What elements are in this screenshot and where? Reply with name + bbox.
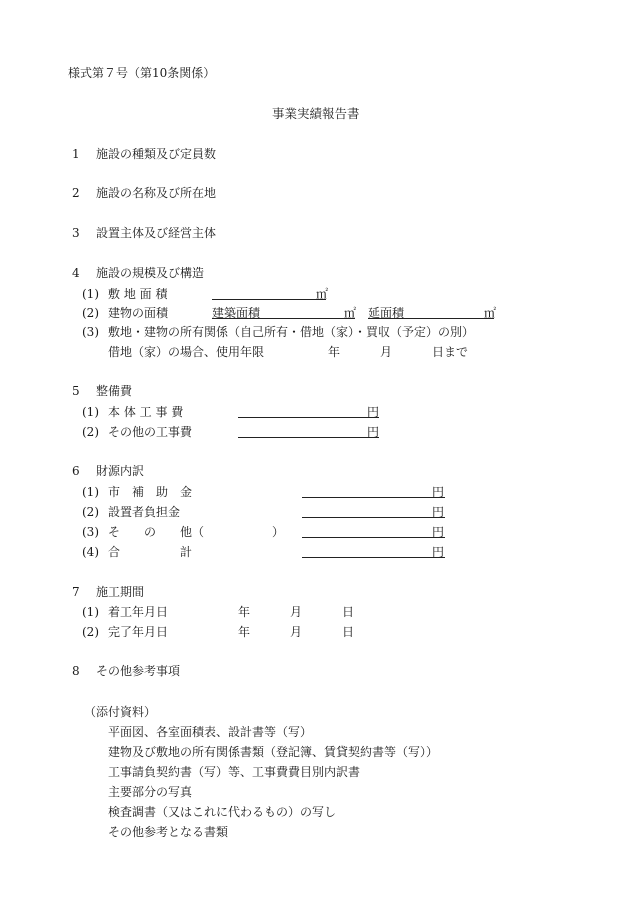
start-month: 月 (290, 605, 303, 619)
other-works-cost-unit: 円 (367, 425, 380, 439)
section-1-number: 1 (72, 147, 80, 161)
s6-item-3-number: (3) (82, 525, 99, 539)
floor-area-blank (368, 318, 494, 319)
s6-item-3-label: そ の 他（ (108, 525, 205, 539)
section-6-label: 財源内訳 (96, 464, 145, 478)
owner-share-blank (302, 517, 445, 518)
building-area-blank (212, 318, 355, 319)
attachment-item: 工事請負契約書（写）等、工事費費目別内訳書 (108, 765, 361, 779)
floor-area-unit: ㎡ (484, 306, 497, 320)
section-4-label: 施設の規模及び構造 (96, 266, 205, 280)
building-area-unit: ㎡ (344, 306, 357, 320)
s6-item-1-number: (1) (82, 485, 99, 499)
attachment-item: 主要部分の写真 (108, 785, 193, 799)
s5-item-2-number: (2) (82, 425, 99, 439)
section-3-label: 設置主体及び経営主体 (96, 226, 217, 240)
owner-share-unit: 円 (432, 505, 445, 519)
other-source-unit: 円 (432, 525, 445, 539)
city-subsidy-blank (302, 497, 445, 498)
section-5-number: 5 (72, 384, 80, 398)
start-year: 年 (238, 605, 251, 619)
site-area-unit: ㎡ (316, 287, 329, 301)
s5-item-2-label: その他の工事費 (108, 425, 193, 439)
end-month: 月 (290, 625, 303, 639)
s5-item-1-number: (1) (82, 405, 99, 419)
lease-label: 借地（家）の場合、使用年限 (108, 345, 265, 359)
end-year: 年 (238, 625, 251, 639)
attachment-item: 建物及び敷地の所有関係書類（登記簿、賃貸契約書等（写）） (108, 745, 439, 759)
other-works-cost-blank (238, 437, 379, 438)
s6-item-3-close: ） (272, 525, 285, 539)
attachment-item: 平面図、各室面積表、設計書等（写） (108, 725, 313, 739)
attachment-item: 検査調書（又はこれに代わるもの）の写し (108, 805, 337, 819)
s5-item-1-label: 本 体 工 事 費 (108, 405, 184, 419)
s4-item-2-label: 建物の面積 (108, 306, 169, 320)
other-source-blank (302, 537, 445, 538)
s7-item-2-number: (2) (82, 625, 99, 639)
section-6-number: 6 (72, 464, 80, 478)
s7-item-1-number: (1) (82, 605, 99, 619)
attachments-heading: （添付資料） (84, 705, 157, 719)
section-7-number: 7 (72, 585, 80, 599)
s6-item-2-number: (2) (82, 505, 99, 519)
s6-item-4-label: 合 計 (108, 545, 193, 559)
section-5-label: 整備費 (96, 384, 133, 398)
floor-area-label: 延面積 (368, 306, 405, 320)
s6-item-2-label: 設置者負担金 (108, 505, 181, 519)
lease-month: 月 (380, 345, 393, 359)
main-works-cost-blank (238, 417, 379, 418)
lease-until: 日まで (432, 345, 469, 359)
building-area-label: 建築面積 (212, 306, 261, 320)
section-4-number: 4 (72, 266, 80, 280)
s4-item-1-number: (1) (82, 287, 99, 301)
main-works-cost-unit: 円 (367, 405, 380, 419)
total-unit: 円 (432, 545, 445, 559)
end-day: 日 (342, 625, 355, 639)
s4-item-3-label: 敷地・建物の所有関係（自己所有・借地（家）・買収（予定）の別） (108, 325, 475, 339)
section-1-label: 施設の種類及び定員数 (96, 147, 217, 161)
s4-item-3-number: (3) (82, 325, 99, 339)
form-id: 様式第７号（第10条関係） (68, 66, 216, 80)
s4-item-1-label: 敷 地 面 積 (108, 287, 168, 301)
s6-item-1-label: 市 補 助 金 (108, 485, 193, 499)
site-area-blank (212, 299, 326, 300)
start-day: 日 (342, 605, 355, 619)
section-2-label: 施設の名称及び所在地 (96, 186, 217, 200)
section-8-label: その他参考事項 (96, 664, 181, 678)
section-3-number: 3 (72, 226, 80, 240)
section-2-number: 2 (72, 186, 80, 200)
document-title: 事業実績報告書 (272, 106, 360, 121)
s6-item-4-number: (4) (82, 545, 99, 559)
section-8-number: 8 (72, 664, 80, 678)
city-subsidy-unit: 円 (432, 485, 445, 499)
s4-item-2-number: (2) (82, 306, 99, 320)
s7-item-2-label: 完了年月日 (108, 625, 169, 639)
total-blank (302, 557, 445, 558)
s7-item-1-label: 着工年月日 (108, 605, 169, 619)
lease-year: 年 (328, 345, 341, 359)
section-7-label: 施工期間 (96, 585, 145, 599)
attachment-item: その他参考となる書類 (108, 825, 229, 839)
